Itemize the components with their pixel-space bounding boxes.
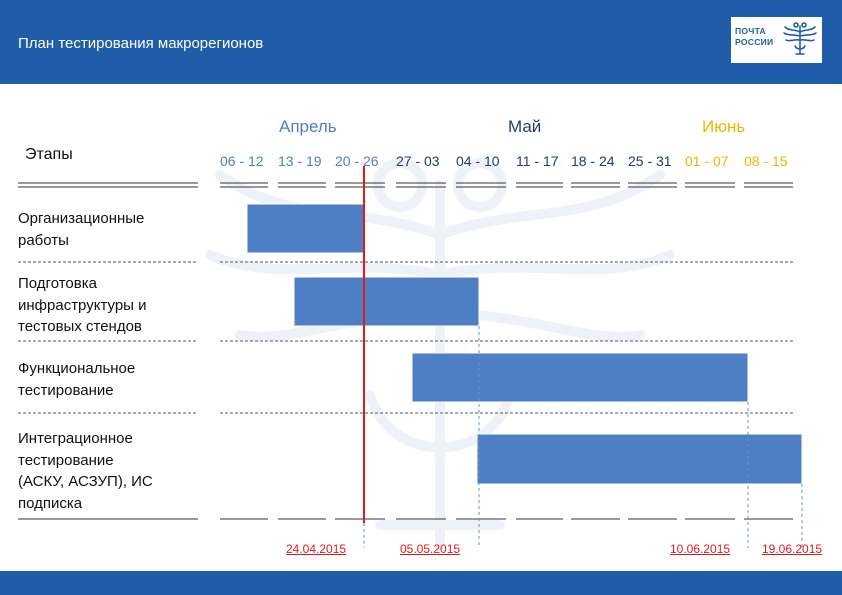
stage-line: Организационные — [18, 210, 145, 227]
logo-line-1: ПОЧТА — [735, 26, 766, 36]
page-title: План тестирования макрорегионов — [18, 35, 264, 52]
stage-label-infrastructure — [18, 273, 147, 338]
month-april: Апрель — [279, 117, 337, 136]
stages-header: Этапы — [25, 146, 73, 163]
stage-line: тестовых стендов — [18, 318, 142, 335]
gantt-bars — [247, 204, 802, 484]
milestone-date: 05.05.2015 — [400, 542, 461, 556]
stage-line: тестирование — [18, 381, 114, 399]
stage-label-integration — [18, 428, 153, 514]
header-separator — [18, 183, 793, 187]
milestone-date: 10.06.2015 — [670, 542, 731, 556]
stage-label-functional — [18, 358, 135, 401]
stage-line: Подготовка — [18, 275, 97, 292]
stage-line: инфраструктуры и — [18, 296, 147, 314]
milestone-date: 24.04.2015 — [286, 542, 347, 556]
bar-infrastructure — [294, 277, 479, 326]
stage-line: тестирование — [18, 451, 114, 469]
week-header: 06 - 12 — [220, 153, 264, 169]
bar-organizational-works — [247, 204, 364, 253]
stage-line: Функциональное — [18, 360, 136, 377]
bar-functional-testing — [412, 353, 748, 402]
logo-line-2: РОССИИ — [735, 37, 774, 47]
stage-line: (АСКУ, АСЗУП), ИС — [18, 473, 153, 490]
week-header: 20 - 26 — [335, 153, 379, 169]
stage-line: подписка — [18, 494, 83, 512]
month-june: Июнь — [702, 117, 746, 136]
week-header: 08 - 15 — [744, 153, 788, 169]
week-header: 27 - 03 — [396, 153, 440, 169]
footer-bar — [0, 571, 842, 595]
week-header: 13 - 19 — [278, 153, 322, 169]
stage-line: работы — [18, 231, 69, 249]
stage-label-organizational — [18, 208, 144, 251]
bar-integration-testing — [477, 434, 802, 484]
month-may: Май — [508, 117, 542, 136]
week-header: 11 - 17 — [516, 153, 559, 169]
stage-line: Интеграционное — [18, 430, 133, 447]
week-header: 18 - 24 — [571, 153, 615, 169]
week-header: 25 - 31 — [628, 153, 672, 169]
milestone-date: 19.06.2015 — [762, 542, 823, 556]
week-header: 04 - 10 — [456, 153, 500, 169]
week-header: 01 - 07 — [685, 153, 729, 169]
